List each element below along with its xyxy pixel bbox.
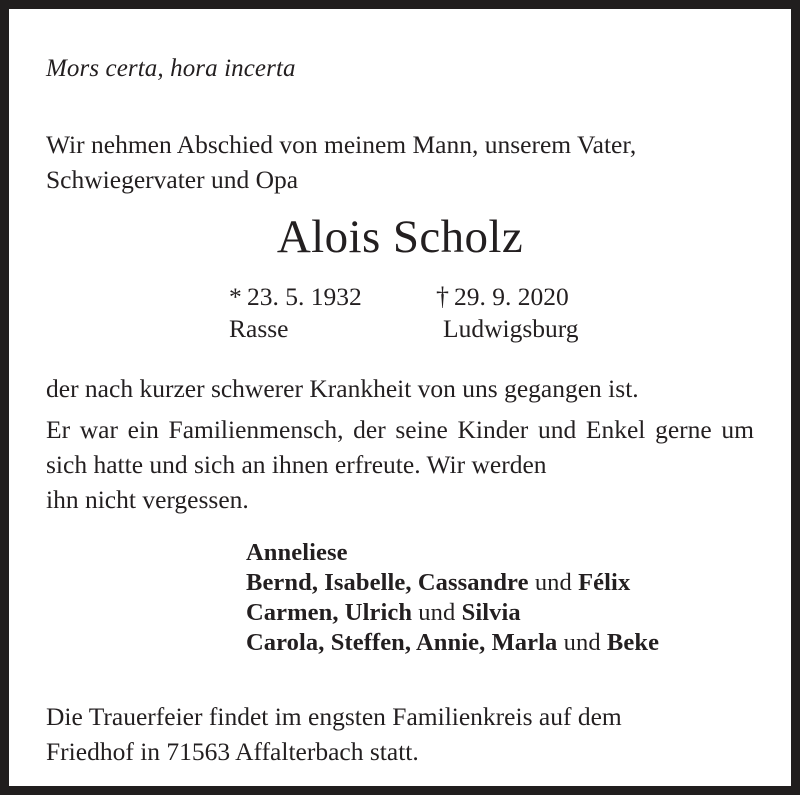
birth-date-group bbox=[229, 281, 436, 313]
survivor-names-tail: Félix bbox=[578, 569, 631, 596]
survivors-line bbox=[246, 538, 754, 568]
body-2-line-2: gerne um sich hatte und sich an ihnen erfreute. Wir werden bbox=[46, 415, 755, 479]
places-row bbox=[46, 313, 754, 345]
death-place: Ludwigsburg bbox=[443, 314, 579, 343]
opening-line-2: Schwiegervater und Opa bbox=[46, 165, 299, 194]
death-cross-icon: † bbox=[436, 282, 449, 311]
survivor-conjunction: und bbox=[418, 599, 456, 626]
survivor-names-tail: Beke bbox=[606, 629, 660, 656]
survivors-line bbox=[246, 598, 754, 628]
opening-line-1: Wir nehmen Abschied von meinem Mann, unserem Vater, bbox=[46, 130, 637, 159]
notice-content bbox=[46, 9, 754, 786]
survivors-line bbox=[246, 568, 754, 598]
opening-paragraph bbox=[46, 127, 754, 197]
body-2-line-1: Er war ein Familienmensch, der seine Kinder und Enkel bbox=[46, 415, 646, 444]
birth-place-group bbox=[229, 313, 436, 345]
survivors-list bbox=[246, 538, 754, 658]
survivors-line bbox=[246, 628, 754, 658]
survivor-conjunction: und bbox=[563, 629, 601, 656]
death-place-group bbox=[436, 313, 646, 345]
survivor-names: Carola, Steffen, Annie, Marla bbox=[246, 629, 558, 656]
survivor-names: Carmen, Ulrich bbox=[246, 599, 413, 626]
death-date-group bbox=[436, 281, 646, 313]
funeral-info-paragraph bbox=[46, 699, 754, 769]
body-paragraph-2 bbox=[46, 412, 754, 517]
survivor-names: Bernd, Isabelle, Cassandre bbox=[246, 569, 529, 596]
survivor-conjunction: und bbox=[534, 569, 572, 596]
birth-date: 23. 5. 1932 bbox=[247, 282, 362, 311]
dates-row bbox=[46, 281, 754, 313]
life-dates-block bbox=[46, 281, 754, 345]
latin-motto: Mors certa, hora incerta bbox=[46, 55, 296, 82]
body-paragraph-1 bbox=[46, 371, 754, 406]
body-1-text: der nach kurzer schwerer Krankheit von uns gegangen ist. bbox=[46, 374, 639, 403]
birth-star-icon: * bbox=[229, 282, 242, 311]
survivor-names-tail: Silvia bbox=[461, 599, 521, 626]
body-2-line-3: ihn nicht vergessen. bbox=[46, 485, 249, 514]
birth-place: Rasse bbox=[229, 314, 289, 343]
closing-line-2: Friedhof in 71563 Affalterbach statt. bbox=[46, 737, 419, 766]
death-date: 29. 9. 2020 bbox=[454, 282, 569, 311]
survivor-names: Anneliese bbox=[246, 539, 348, 566]
closing-line-1: Die Trauerfeier findet im engsten Familienkreis auf dem bbox=[46, 702, 622, 731]
deceased-name: Alois Scholz bbox=[276, 211, 524, 263]
